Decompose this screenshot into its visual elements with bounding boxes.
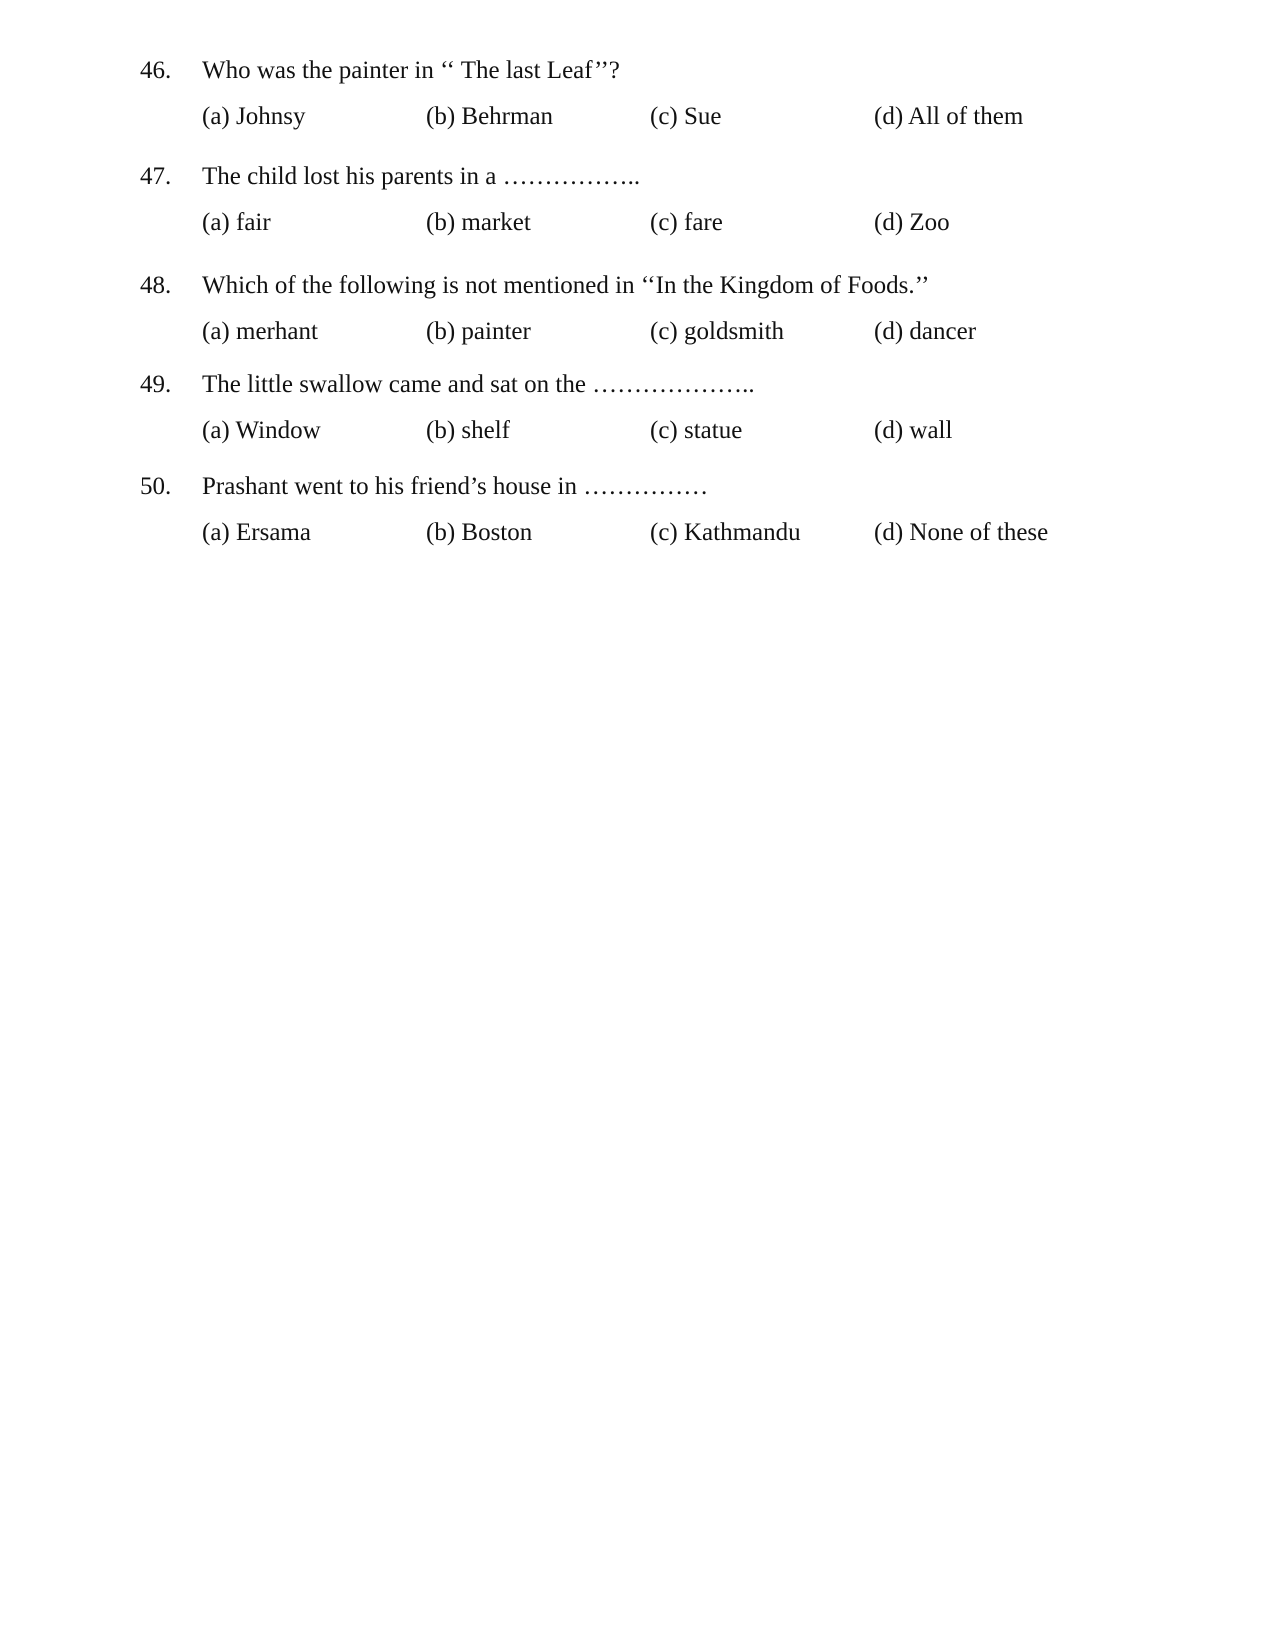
option-b: (b) Behrman [426, 103, 554, 130]
option-b: (b) Boston [426, 519, 533, 546]
option-a: (a) Ersama [202, 519, 311, 546]
option-a: (a) fair [202, 209, 271, 236]
option-d: (d) All of them [874, 103, 1024, 130]
option-b: (b) painter [426, 318, 531, 345]
option-c: (c) fare [650, 209, 723, 236]
question-text: Which of the following is not mentioned in ‘‘In the Kingdom of Foods.’’ [202, 272, 930, 299]
question-line [0, 161, 1275, 193]
option-d: (d) Zoo [874, 209, 950, 236]
question-text: The little swallow came and sat on the ……………….. [202, 371, 755, 398]
option-c: (c) Kathmandu [650, 519, 801, 546]
question-number: 50. [140, 473, 172, 500]
question-text: The child lost his parents in a …………….. [202, 163, 641, 190]
option-a: (a) Window [202, 417, 321, 444]
option-a: (a) Johnsy [202, 103, 306, 130]
option-c: (c) goldsmith [650, 318, 785, 345]
option-d: (d) None of these [874, 519, 1049, 546]
option-d: (d) dancer [874, 318, 977, 345]
option-b: (b) shelf [426, 417, 510, 444]
question-line [0, 471, 1275, 503]
question-text: Who was the painter in ‘‘ The last Leaf’’? [202, 57, 620, 84]
option-a: (a) merhant [202, 318, 318, 345]
question-number: 46. [140, 57, 172, 84]
question-number: 48. [140, 272, 172, 299]
question-number: 49. [140, 371, 172, 398]
question-line [0, 270, 1275, 302]
option-d: (d) wall [874, 417, 953, 444]
option-c: (c) statue [650, 417, 743, 444]
option-c: (c) Sue [650, 103, 722, 130]
question-text: Prashant went to his friend’s house in …………… [202, 473, 709, 500]
question-line [0, 369, 1275, 401]
question-number: 47. [140, 163, 172, 190]
option-b: (b) market [426, 209, 531, 236]
question-line [0, 55, 1275, 87]
